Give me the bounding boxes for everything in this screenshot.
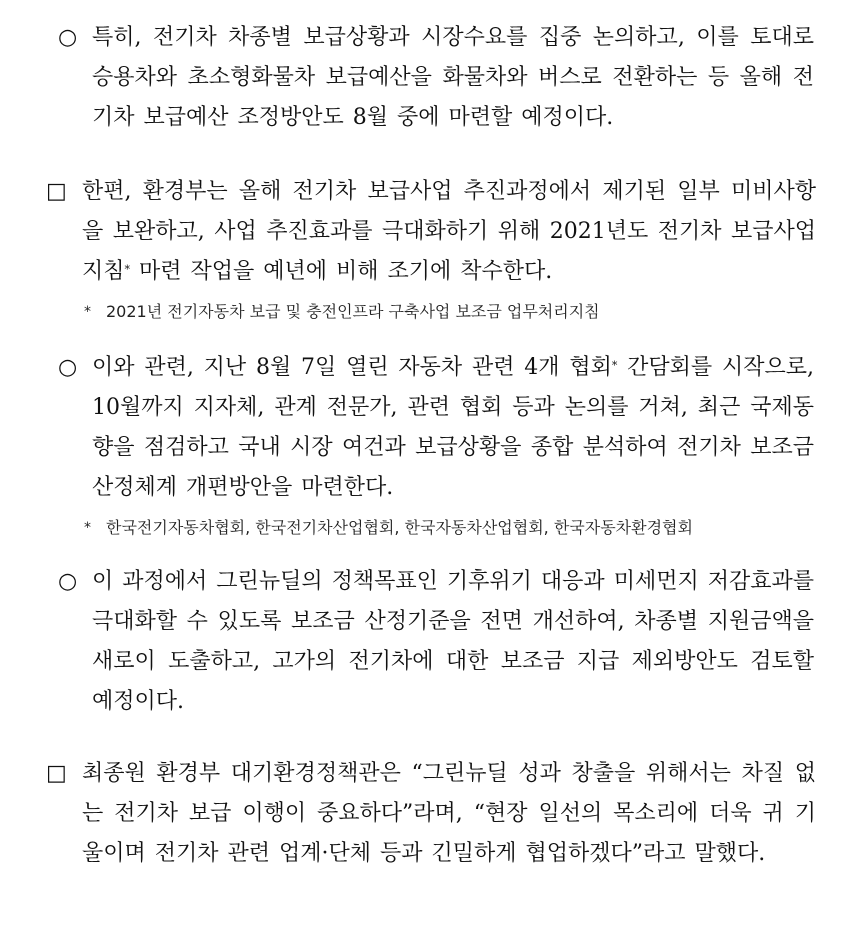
paragraph-text-part: 마련 작업을 예년에 비해 조기에 착수한다. <box>130 259 553 284</box>
footnote-2 <box>84 516 824 540</box>
paragraph-detail-2 <box>58 348 822 508</box>
footnote-1 <box>84 300 824 324</box>
square-bullet-icon: □ <box>46 761 67 786</box>
paragraph-text <box>82 172 816 292</box>
paragraph-text-part: 이와 관련, 지난 8월 7일 열린 자동차 관련 4개 협회 <box>92 355 612 380</box>
footnote-star-icon: * <box>84 520 91 536</box>
paragraph-main-1 <box>46 172 822 292</box>
paragraph-detail-3 <box>58 562 822 722</box>
paragraph-detail-1 <box>58 18 822 138</box>
circle-bullet-icon: ○ <box>58 25 78 50</box>
square-bullet-icon: □ <box>46 179 67 204</box>
circle-bullet-icon: ○ <box>58 355 78 380</box>
paragraph-text <box>92 348 814 508</box>
footnote-ref: * <box>611 359 618 372</box>
footnote-text: 한국전기자동차협회, 한국전기차산업협회, 한국자동차산업협회, 한국자동차환경협회 <box>106 518 693 537</box>
paragraph-text-part: 한편, 환경부는 올해 전기차 보급사업 추진과정에서 제기된 일부 미비사항을 보완하고, 사업 추진효과를 극대화하기 위해 2021년도 전기차 보급사업 지침 <box>82 179 816 284</box>
paragraph-text: 이 과정에서 그린뉴딜의 정책목표인 기후위기 대응과 미세먼지 저감효과를 극대화할 수 있도록 보조금 산정기준을 전면 개선하여, 차종별 지원금액을 새로이 도출하고, 고가의 전기차에 대한 보조금 지급 제외방안도 검토할 예정이다. <box>92 569 814 714</box>
footnote-text: 2021년 전기자동차 보급 및 충전인프라 구축사업 보조금 업무처리지침 <box>106 302 600 321</box>
footnote-star-icon: * <box>84 304 91 320</box>
circle-bullet-icon: ○ <box>58 569 78 594</box>
footnote-ref: * <box>124 263 131 276</box>
paragraph-main-2 <box>46 754 822 874</box>
paragraph-text: 최종원 환경부 대기환경정책관은 “그린뉴딜 성과 창출을 위해서는 차질 없는 전기차 보급 이행이 중요하다”라며, “현장 일선의 목소리에 더욱 귀 기울이며 전기차 관련 업계·단체 등과 긴밀하게 협업하겠다”라고 말했다. <box>82 761 816 866</box>
paragraph-text: 특히, 전기차 차종별 보급상황과 시장수요를 집중 논의하고, 이를 토대로 승용차와 초소형화물차 보급예산을 화물차와 버스로 전환하는 등 올해 전기차 보급예산 조정방안도 8월 중에 마련할 예정이다. <box>92 25 814 130</box>
paragraph-text-part: 간담회를 시작으로, 10월까지 지자체, 관계 전문가, 관련 협회 등과 논의를 거쳐, 최근 국제동향을 점검하고 국내 시장 여건과 보급상황을 종합 분석하여 전기차 보조금 산정체계 개편방안을 마련한다. <box>92 355 814 500</box>
